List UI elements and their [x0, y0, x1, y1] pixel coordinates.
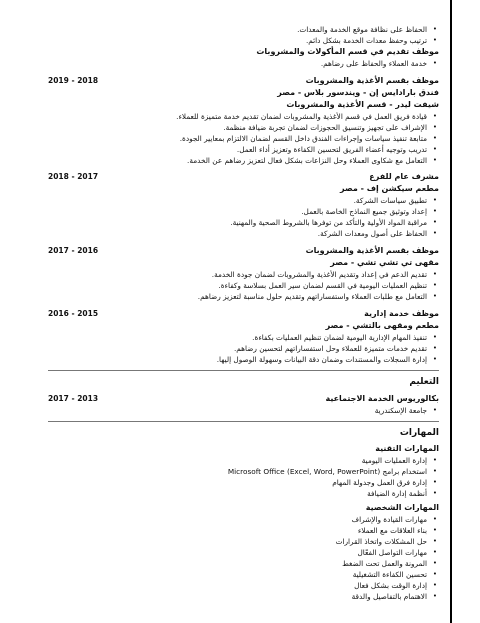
list-item: • خدمة العملاء والحفاظ على رضاهم.	[48, 58, 427, 69]
job-header	[48, 75, 439, 87]
education-heading: التعليم	[409, 377, 439, 387]
list-item: • تدريب وتوجيه أعضاء الفريق لتحسين الكفاءة وتعزيز أداء العمل.	[48, 144, 427, 155]
job-bullets	[48, 195, 439, 239]
education-header	[48, 393, 439, 405]
job-header	[48, 171, 439, 183]
list-item: • حل المشكلات واتخاذ القرارات	[48, 536, 427, 547]
list-item: • التعامل مع شكاوى العملاء وحل النزاعات بشكل فعال لتعزيز رضاهم عن الخدمة.	[48, 155, 427, 166]
list-item: • إدارة الوقت بشكل فعال	[48, 580, 427, 591]
resume-content	[48, 24, 439, 602]
education-years: 2017 - 2013	[48, 394, 99, 403]
job-years: 2019 - 2018	[48, 76, 99, 85]
job-bullets	[48, 111, 439, 166]
top-role-title: موظف تقديم في قسم المأكولات والمشروبات	[256, 47, 439, 56]
list-item: • الإشراف على تجهيز وتنسيق الحجوزات لضمان تجربة ضيافة منظمة.	[48, 122, 427, 133]
list-item: • تقديم خدمات متميزة للعملاء وحل استفساراتهم لتحسين رضاهم.	[48, 343, 427, 354]
job-company: مطعم سيكشن إف - مصر	[340, 184, 439, 193]
list-item: • أنظمة إدارة الضيافة	[48, 488, 427, 499]
list-item: • مراقبة المواد الأولية والتأكد من توفرها بالشروط الصحية والمهنية.	[48, 217, 427, 228]
education-bullets	[48, 405, 439, 416]
job-title: موظف بقسم الأغذية والمشروبات	[305, 246, 439, 255]
job-title: موظف بقسم الأغذية والمشروبات	[305, 76, 439, 85]
job-title: مشرف عام للفرع	[369, 172, 439, 181]
technical-skills-heading: المهارات التقنية	[375, 444, 439, 453]
list-item: • إدارة العمليات اليومية	[48, 455, 427, 466]
list-item: • تنفيذ المهام الإدارية اليومية لضمان تنظيم العمليات بكفاءة.	[48, 332, 427, 343]
job-years: 2016 - 2015	[48, 309, 99, 318]
job-subtitle: شيفت ليدر - قسم الأغذية والمشروبات	[286, 100, 439, 109]
job-years: 2017 - 2016	[48, 246, 99, 255]
top-bullets	[48, 24, 439, 46]
job-years: 2018 - 2017	[48, 172, 99, 181]
list-item: • جامعة الإسكندرية	[48, 405, 427, 416]
list-item: • مهارات القيادة والإشراف	[48, 514, 427, 525]
personal-skills-heading: المهارات الشخصية	[365, 503, 439, 512]
list-item: • استخدام برامج Microsoft Office (Excel, Word, PowerPoint)	[48, 466, 427, 477]
list-item: • قيادة فريق العمل في قسم الأغذية والمشروبات لضمان تقديم خدمة متميزة للعملاء.	[48, 111, 427, 122]
list-item: • متابعة تنفيذ سياسات وإجراءات الفندق داخل القسم لضمان الالتزام بمعايير الجودة.	[48, 133, 427, 144]
section-divider	[48, 421, 439, 422]
list-item: • المرونة والعمل تحت الضغط	[48, 558, 427, 569]
list-item: • تحسين الكفاءة التشغيلية	[48, 569, 427, 580]
list-item: • ترتيب وحفظ معدات الخدمة بشكل دائم.	[48, 35, 427, 46]
top-role-bullets	[48, 58, 439, 69]
list-item: • إعداد وتوثيق جميع النماذج الخاصة بالعمل.	[48, 206, 427, 217]
list-item: • إدارة فرق العمل وجدولة المهام	[48, 477, 427, 488]
list-item: • إدارة السجلات والمستندات وضمان دقة البيانات وسهولة الوصول إليها.	[48, 354, 427, 365]
job-company: فندق بارادايس إن - ويندسور بلاس - مصر	[277, 88, 439, 97]
skills-heading: المهارات	[399, 428, 439, 438]
education-degree: بكالوريوس الخدمة الاجتماعية	[325, 394, 439, 403]
list-item: • تطبيق سياسات الشركة.	[48, 195, 427, 206]
section-divider	[48, 370, 439, 371]
list-item: • الاهتمام بالتفاصيل والدقة	[48, 591, 427, 602]
list-item: • الحفاظ على أصول ومعدات الشركة.	[48, 228, 427, 239]
personal-skills-list	[48, 514, 439, 602]
job-title: موظف خدمة إدارية	[364, 309, 439, 318]
list-item: • بناء العلاقات مع العملاء	[48, 525, 427, 536]
job-bullets	[48, 269, 439, 302]
job-header	[48, 308, 439, 320]
list-item: • التعامل مع طلبات العملاء واستفساراتهم وتقديم حلول مناسبة لتعزيز رضاهم.	[48, 291, 427, 302]
list-item: • تنظيم العمليات اليومية في القسم لضمان سير العمل بسلاسة وكفاءة.	[48, 280, 427, 291]
job-company: مقهى تي تشي تشي - مصر	[330, 258, 439, 267]
list-item: • تقديم الدعم في إعداد وتقديم الأغذية والمشروبات لضمان جودة الخدمة.	[48, 269, 427, 280]
technical-skills-list	[48, 455, 439, 499]
list-item: • الحفاظ على نظافة موقع الخدمة والمعدات.	[48, 24, 427, 35]
list-item: • مهارات التواصل الفعّال	[48, 547, 427, 558]
job-bullets	[48, 332, 439, 365]
job-company: مطعم ومقهى بالتشي - مصر	[325, 321, 439, 330]
job-header	[48, 245, 439, 257]
